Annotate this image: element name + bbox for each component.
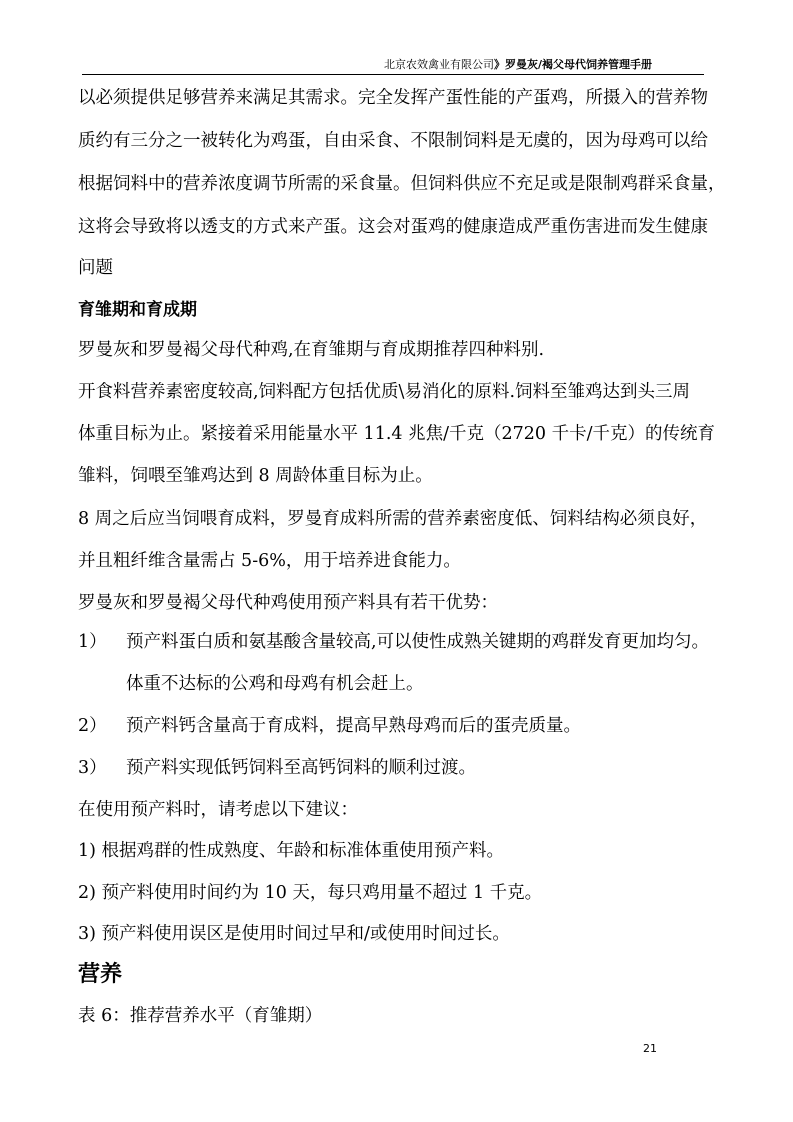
header-rule (82, 74, 704, 75)
table-caption: 表 6：推荐营养水平（育雏期） (78, 1006, 323, 1026)
header-manual-title: 罗曼灰/褐父母代饲养管理手册 (505, 58, 653, 71)
section-heading-rearing: 育雏期和育成期 (78, 300, 197, 320)
suggestion-item: 1) 根据鸡群的性成熟度、年龄和标准体重使用预产料。 (78, 841, 505, 861)
suggestion-item: 3) 预产料使用误区是使用时间过早和/或使用时间过长。 (78, 924, 510, 944)
running-header (384, 56, 652, 72)
paragraph-line: 雏料，饲喂至雏鸡达到 8 周龄体重目标为止。 (78, 466, 433, 486)
list-number: 3） (78, 758, 107, 778)
paragraph-line: 体重目标为止。紧接着采用能量水平 11.4 兆焦/千克（2720 千卡/千克）的传统育 (78, 424, 715, 444)
paragraph: 罗曼灰和罗曼褐父母代种鸡使用预产料具有若干优势： (78, 593, 498, 613)
list-item: 预产料实现低钙饲料至高钙饲料的顺利过渡。 (126, 758, 476, 778)
intro-line: 这将会导致将以透支的方式来产蛋。这会对蛋鸡的健康造成严重伤害进而发生健康 (78, 217, 708, 237)
intro-line: 根据饲料中的营养浓度调节所需的采食量。但饲料供应不充足或是限制鸡群采食量， (78, 174, 726, 194)
intro-line: 质约有三分之一被转化为鸡蛋，自由采食、不限制饲料是无虞的，因为母鸡可以给 (78, 131, 708, 151)
header-company: 北京农效禽业有限公司 (384, 58, 494, 71)
list-number: 1） (78, 632, 107, 652)
paragraph-line: 开食料营养素密度较高,饲料配方包括优质\易消化的原料.饲料至雏鸡达到头三周 (78, 382, 691, 402)
list-item: 预产料钙含量高于育成料，提高早熟母鸡而后的蛋壳质量。 (126, 716, 581, 736)
list-item-continuation: 体重不达标的公鸡和母鸡有机会赶上。 (126, 674, 424, 694)
intro-line: 以必须提供足够营养来满足其需求。完全发挥产蛋性能的产蛋鸡，所摄入的营养物 (78, 88, 708, 108)
section-heading-nutrition: 营养 (78, 962, 123, 987)
paragraph: 在使用预产料时，请考虑以下建议： (78, 800, 358, 820)
paragraph: 罗曼灰和罗曼褐父母代种鸡,在育雏期与育成期推荐四种料别. (78, 340, 545, 360)
list-number: 2） (78, 716, 107, 736)
intro-line: 问题 (78, 258, 113, 278)
suggestion-item: 2) 预产料使用时间约为 10 天，每只鸡用量不超过 1 千克。 (78, 883, 543, 903)
list-item: 预产料蛋白质和氨基酸含量较高,可以使性成熟关键期的鸡群发育更加均匀。 (126, 632, 710, 652)
page-number: 21 (643, 1042, 657, 1055)
header-separator: 》 (494, 58, 505, 71)
paragraph-line: 并且粗纤维含量需占 5-6%，用于培养进食能力。 (78, 551, 461, 571)
paragraph-line: 8 周之后应当饲喂育成料，罗曼育成料所需的营养素密度低、饲料结构必须良好， (78, 509, 708, 529)
